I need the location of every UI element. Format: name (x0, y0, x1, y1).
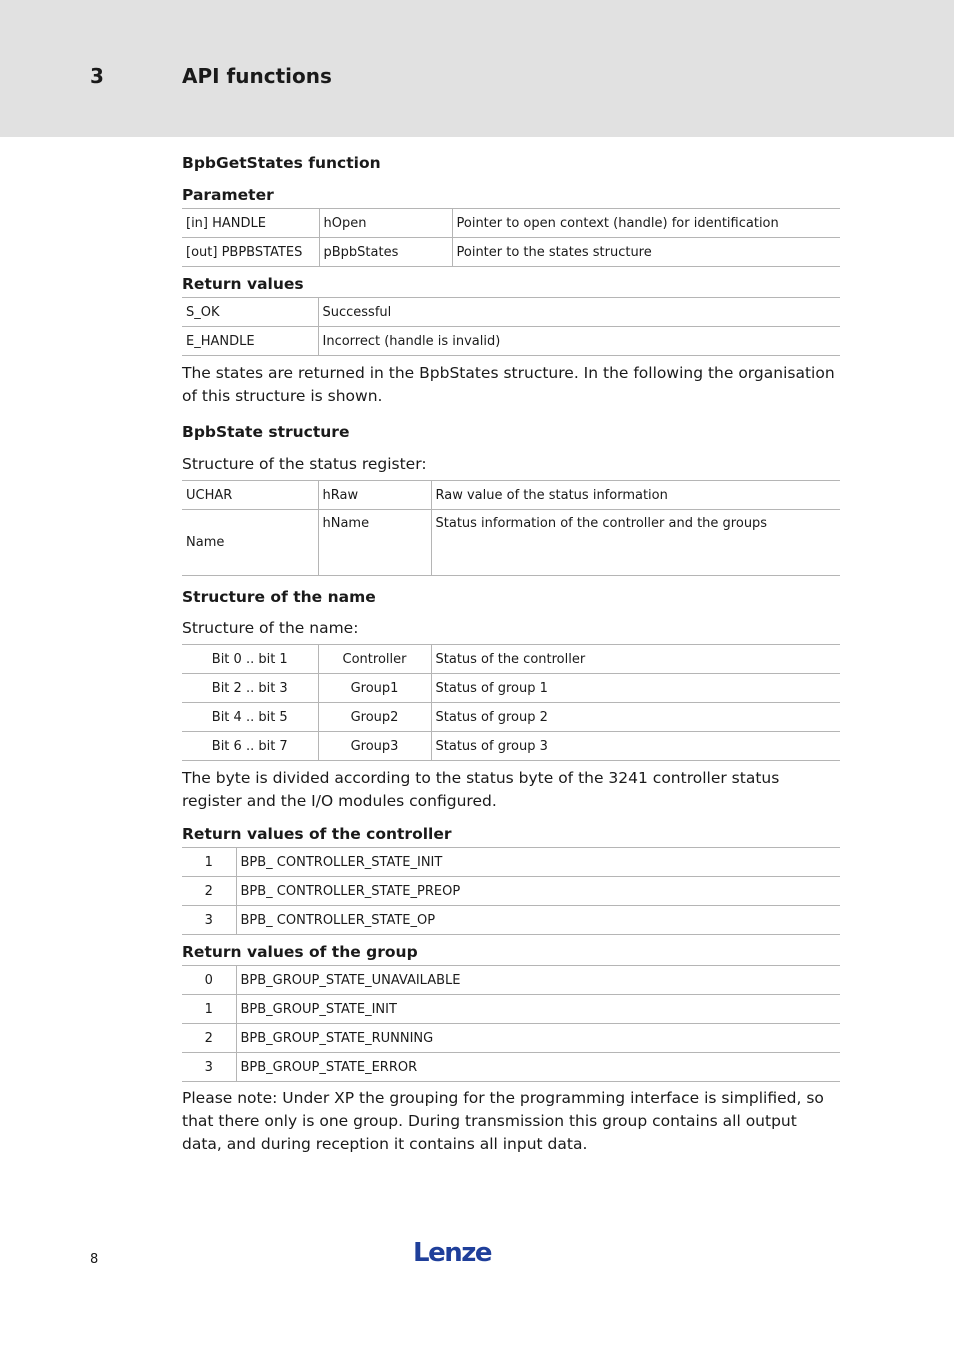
chapter-number: 3 (90, 64, 104, 88)
controller-values-table (182, 847, 840, 935)
table-cell: BPB_ CONTROLLER_STATE_PREOP (236, 877, 840, 906)
table-cell: BPB_GROUP_STATE_UNAVAILABLE (236, 966, 840, 995)
name-structure-table (182, 644, 840, 761)
table-row (182, 966, 840, 995)
table-cell: BPB_GROUP_STATE_RUNNING (236, 1024, 840, 1053)
table-row (182, 995, 840, 1024)
table-row (182, 848, 840, 877)
table-row (182, 298, 840, 327)
table-cell: Status information of the controller and the groups (431, 510, 840, 576)
header-band (0, 0, 954, 137)
table-row (182, 906, 840, 935)
table-cell: E_HANDLE (182, 327, 318, 356)
table-cell: hRaw (318, 481, 431, 510)
name-structure-heading: Structure of the name (182, 588, 376, 606)
table-row (182, 209, 840, 238)
lenze-logo: Lenze (413, 1238, 491, 1268)
table-row (182, 732, 840, 761)
table-cell: Status of group 2 (431, 703, 840, 732)
table-cell: 2 (182, 877, 236, 906)
intro-paragraph: The states are returned in the BpbStates structure. In the following the organisation of this structure is shown. (182, 364, 835, 405)
bpbstate-caption: Structure of the status register: (182, 455, 427, 473)
function-title: BpbGetStates function (182, 154, 381, 172)
table-row (182, 1024, 840, 1053)
page-number: 8 (90, 1252, 99, 1267)
table-cell: Bit 0 .. bit 1 (182, 645, 318, 674)
table-cell: 0 (182, 966, 236, 995)
table-row (182, 1053, 840, 1082)
table-cell: Successful (318, 298, 840, 327)
table-cell: Status of group 1 (431, 674, 840, 703)
table-cell: Controller (318, 645, 431, 674)
table-cell: Group2 (318, 703, 431, 732)
return-values-table (182, 297, 840, 356)
table-cell: hName (318, 510, 431, 576)
table-cell: Pointer to the states structure (452, 238, 840, 267)
table-cell: Status of the controller (431, 645, 840, 674)
table-cell: Bit 4 .. bit 5 (182, 703, 318, 732)
bpbstate-heading: BpbState structure (182, 423, 350, 441)
table-cell: BPB_ CONTROLLER_STATE_INIT (236, 848, 840, 877)
table-row (182, 238, 840, 267)
table-cell: 3 (182, 1053, 236, 1082)
table-cell: 1 (182, 995, 236, 1024)
table-cell: Group1 (318, 674, 431, 703)
table-cell: 1 (182, 848, 236, 877)
group-values-table (182, 965, 840, 1082)
name-structure-caption: Structure of the name: (182, 619, 359, 637)
table-cell: UCHAR (182, 481, 318, 510)
table-row (182, 327, 840, 356)
table-row (182, 703, 840, 732)
table-cell: [out] PBPBSTATES (182, 238, 319, 267)
table-cell: Bit 6 .. bit 7 (182, 732, 318, 761)
table-cell: Status of group 3 (431, 732, 840, 761)
table-cell: 3 (182, 906, 236, 935)
table-cell: BPB_ CONTROLLER_STATE_OP (236, 906, 840, 935)
note-paragraph: Please note: Under XP the grouping for the programming interface is simplified, so that there only is one group. During transmission this group contains all output data, and during reception it contains all input data. (182, 1089, 824, 1153)
return-values-heading: Return values (182, 275, 304, 293)
table-row (182, 645, 840, 674)
table-cell: Name (182, 510, 318, 576)
table-row (182, 510, 840, 576)
table-row (182, 481, 840, 510)
page-content (182, 152, 840, 1156)
byte-paragraph: The byte is divided according to the status byte of the 3241 controller status register and the I/O modules configured. (182, 769, 780, 810)
table-cell: Raw value of the status information (431, 481, 840, 510)
group-values-heading: Return values of the group (182, 943, 418, 961)
table-cell: Pointer to open context (handle) for identification (452, 209, 840, 238)
table-row (182, 674, 840, 703)
table-cell: Group3 (318, 732, 431, 761)
parameter-heading: Parameter (182, 186, 274, 204)
bpbstate-table (182, 480, 840, 576)
table-cell: pBpbStates (319, 238, 452, 267)
table-cell: S_OK (182, 298, 318, 327)
table-cell: 2 (182, 1024, 236, 1053)
table-cell: Incorrect (handle is invalid) (318, 327, 840, 356)
parameter-table (182, 208, 840, 267)
controller-values-heading: Return values of the controller (182, 825, 452, 843)
table-row (182, 877, 840, 906)
table-cell: BPB_GROUP_STATE_INIT (236, 995, 840, 1024)
table-cell: hOpen (319, 209, 452, 238)
table-cell: [in] HANDLE (182, 209, 319, 238)
table-cell: Bit 2 .. bit 3 (182, 674, 318, 703)
chapter-title: API functions (182, 64, 332, 88)
table-cell: BPB_GROUP_STATE_ERROR (236, 1053, 840, 1082)
